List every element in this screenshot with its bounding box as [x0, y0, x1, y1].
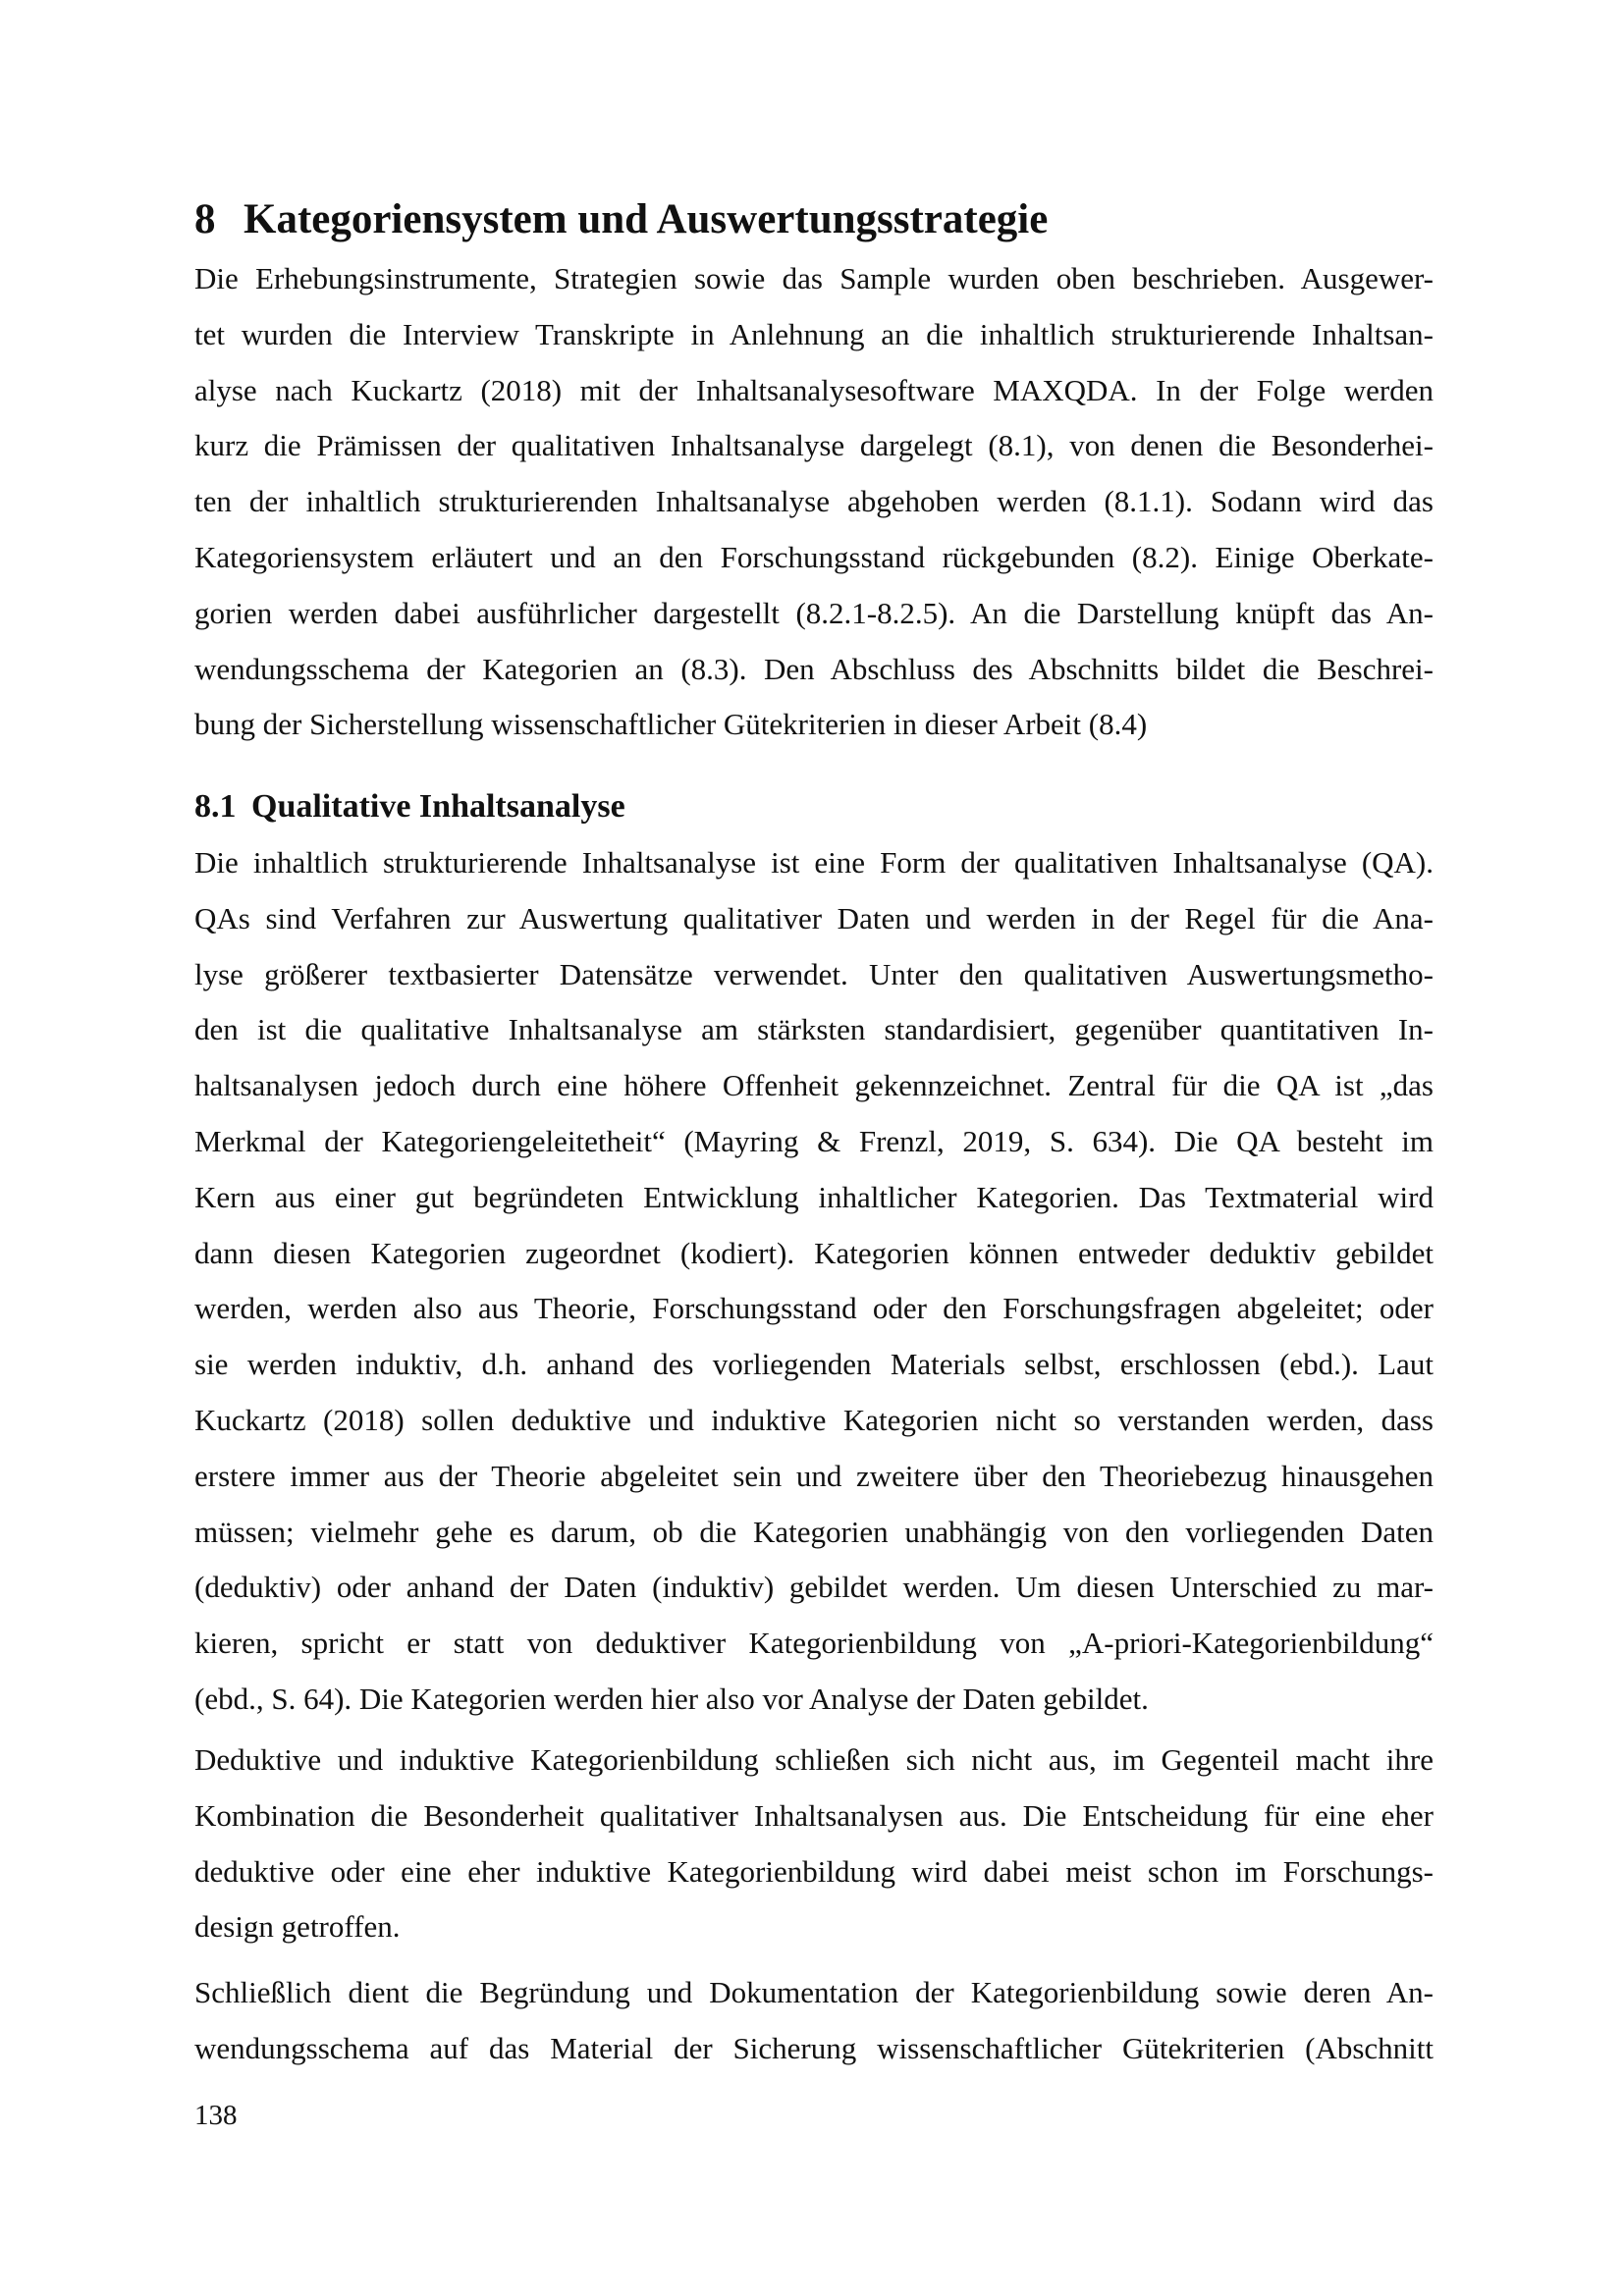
chapter-number: 8	[194, 196, 216, 242]
text-line: deduktive oder eine eher induktive Kategorienbildung wird dabei meist schon im Forschungs-	[194, 1853, 1434, 1889]
section-heading	[194, 785, 625, 828]
text-line: müssen; vielmehr gehe es darum, ob die Kategorien unabhängig von den vorliegenden Daten	[194, 1514, 1434, 1549]
text-line: dann diesen Kategorien zugeordnet (kodiert). Kategorien können entweder deduktiv gebildet	[194, 1235, 1434, 1270]
text-line: bung der Sicherstellung wissenschaftlicher Gütekriterien in dieser Arbeit (8.4)	[194, 707, 1148, 742]
text-line: wendungsschema der Kategorien an (8.3). Den Abschluss des Abschnitts bildet die Beschrei-	[194, 651, 1434, 686]
text-line: design getroffen.	[194, 1909, 401, 1945]
text-line: haltsanalysen jedoch durch eine höhere Offenheit gekennzeichnet. Zentral für die QA ist „das	[194, 1068, 1434, 1103]
paragraph-quality-criteria	[194, 1965, 1434, 2077]
text-line: Kombination die Besonderheit qualitativer Inhaltsanalysen aus. Die Entscheidung für eine eher	[194, 1797, 1434, 1833]
text-line: (ebd., S. 64). Die Kategorien werden hier also vor Analyse der Daten gebildet.	[194, 1681, 1149, 1716]
text-line: sie werden induktiv, d.h. anhand des vorliegenden Materials selbst, erschlossen (ebd.). Laut	[194, 1347, 1434, 1382]
chapter-title: Kategoriensystem und Auswertungsstrategie	[244, 196, 1049, 242]
page-number: 138	[194, 2100, 238, 2131]
text-line: wendungsschema auf das Material der Sicherung wissenschaftlicher Gütekriterien (Abschnitt	[194, 2030, 1434, 2065]
text-line: Kuckartz (2018) sollen deduktive und induktive Kategorien nicht so verstanden werden, dass	[194, 1402, 1434, 1437]
text-line: kieren, spricht er statt von deduktiver Kategorienbildung von „A-priori-Kategorienbildung“	[194, 1626, 1434, 1661]
text-line: ten der inhaltlich strukturierenden Inhaltsanalyse abgehoben werden (8.1.1). Sodann wird das	[194, 484, 1434, 519]
text-line: werden, werden also aus Theorie, Forschungsstand oder den Forschungsfragen abgeleitet; oder	[194, 1291, 1434, 1326]
section-title: Qualitative Inhaltsanalyse	[251, 788, 625, 825]
text-line: alyse nach Kuckartz (2018) mit der Inhaltsanalysesoftware MAXQDA. In der Folge werden	[194, 372, 1434, 407]
text-line: tet wurden die Interview Transkripte in Anlehnung an die inhaltlich strukturierende Inhaltsan-	[194, 316, 1434, 351]
document-page	[194, 0, 1434, 2296]
paragraph-intro	[194, 251, 1434, 753]
text-line: Schließlich dient die Begründung und Dokumentation der Kategorienbildung sowie deren An-	[194, 1975, 1434, 2009]
text-line: erstere immer aus der Theorie abgeleitet sein und zweitere über den Theoriebezug hinausgehen	[194, 1458, 1434, 1493]
section-number: 8.1	[194, 788, 237, 825]
text-line: Die inhaltlich strukturierende Inhaltsanalyse ist eine Form der qualitativen Inhaltsanalyse (QA).	[194, 845, 1434, 880]
paragraph-qualitative-analysis	[194, 835, 1434, 1728]
text-line: Deduktive und induktive Kategorienbildung schließen sich nicht aus, im Gegenteil macht ihre	[194, 1742, 1434, 1777]
paragraph-category-combination	[194, 1733, 1434, 1955]
text-line: Die Erhebungsinstrumente, Strategien sowie das Sample wurden oben beschrieben. Ausgewer-	[194, 261, 1434, 295]
text-line: (deduktiv) oder anhand der Daten (induktiv) gebildet werden. Um diesen Unterschied zu mar-	[194, 1570, 1434, 1605]
text-line: QAs sind Verfahren zur Auswertung qualitativer Daten und werden in der Regel für die Ana-	[194, 900, 1434, 935]
text-line: den ist die qualitative Inhaltsanalyse am stärksten standardisiert, gegenüber quantitativen In-	[194, 1012, 1434, 1047]
text-line: Kategoriensystem erläutert und an den Forschungsstand rückgebunden (8.2). Einige Oberkate-	[194, 539, 1434, 574]
text-line: Merkmal der Kategoriengeleitetheit“ (Mayring & Frenzl, 2019, S. 634). Die QA besteht im	[194, 1123, 1434, 1158]
text-line: lyse größerer textbasierter Datensätze verwendet. Unter den qualitativen Auswertungsmetho-	[194, 956, 1434, 991]
text-line: gorien werden dabei ausführlicher dargestellt (8.2.1-8.2.5). An die Darstellung knüpft das An-	[194, 595, 1434, 630]
text-line: kurz die Prämissen der qualitativen Inhaltsanalyse dargelegt (8.1), von denen die Besonderhei-	[194, 428, 1434, 463]
chapter-heading	[194, 192, 1048, 247]
text-line: Kern aus einer gut begründeten Entwicklung inhaltlicher Kategorien. Das Textmaterial wird	[194, 1179, 1434, 1214]
